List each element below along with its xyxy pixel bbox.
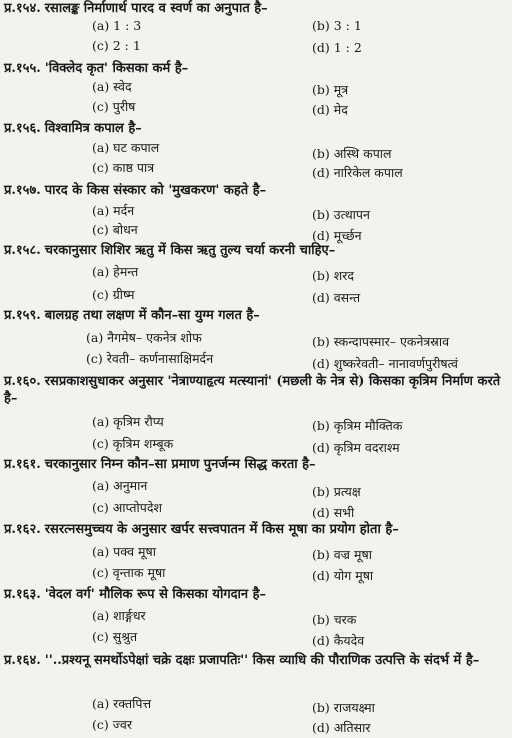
question-text: 'विक्लेद कृत' किसका कर्म है– xyxy=(44,61,189,76)
option-c[interactable]: (c) पुरीष xyxy=(92,99,136,114)
option-c[interactable]: (c) वृन्ताक मूषा xyxy=(92,565,166,580)
question-text: चरकानुसार शिशिर ऋतु में किस ऋतु तुल्य चर्या करनी चाहिए– xyxy=(44,243,336,258)
option-a[interactable]: (a) घट कपाल xyxy=(92,140,160,155)
option-a[interactable]: (a) पक्व मूषा xyxy=(92,544,156,559)
question-number: प्र.१५६. xyxy=(4,121,41,136)
question-number: प्र.१५५. xyxy=(4,61,41,76)
option-b[interactable]: (b) कृत्रिम मौक्तिक xyxy=(312,418,403,433)
question-text: ''..प्रश्यनू समर्थोऽपेक्षां चक्रे दक्षः प्रजापतिः'' किस व्याधि की पौराणिक उत्पत्ति के संदर्भ में है– xyxy=(44,653,480,668)
option-a[interactable]: (a) हेमन्त xyxy=(92,264,139,279)
question-154 xyxy=(4,0,508,17)
option-b[interactable]: (b) चरक xyxy=(312,612,357,627)
option-c[interactable]: (c) बोधन xyxy=(92,222,138,237)
option-d[interactable]: (d) कैयदेव xyxy=(312,633,365,648)
question-157 xyxy=(4,182,508,199)
question-number: प्र.१५८. xyxy=(4,243,41,258)
option-c[interactable]: (c) रेवती– कर्णनासाक्षिमर्दन xyxy=(86,351,214,366)
option-b[interactable]: (b) उत्थापन xyxy=(312,207,370,222)
question-text: रसालङ्क निर्माणार्थ पारद व स्वर्ण का अनुपात है– xyxy=(44,1,268,16)
option-a[interactable]: (a) स्वेद xyxy=(92,79,132,94)
option-b[interactable]: (b) प्रत्यक्ष xyxy=(312,484,361,499)
option-a[interactable]: (a) कृत्रिम रौप्य xyxy=(92,414,164,429)
option-d[interactable]: (d) शुष्करेवती– नानावर्णपुरीषत्वं xyxy=(312,356,458,371)
option-d[interactable]: (d) वसन्त xyxy=(312,290,361,305)
question-number: प्र.१६१. xyxy=(4,457,41,472)
question-156 xyxy=(4,120,508,137)
question-number: प्र.१६०. xyxy=(4,374,41,389)
option-d[interactable]: (d) 1 : 2 xyxy=(312,40,362,55)
option-b[interactable]: (b) 3 : 1 xyxy=(312,18,362,33)
option-a[interactable]: (a) शार्ङ्गधर xyxy=(92,608,146,623)
question-text: विश्वामित्र कपाल है– xyxy=(44,121,142,136)
question-text: चरकानुसार निम्न कौन–सा प्रमाण पुनर्जन्म सिद्ध करता है– xyxy=(44,457,316,472)
option-c[interactable]: (c) 2 : 1 xyxy=(92,38,141,53)
option-d[interactable]: (d) सभी xyxy=(312,505,355,520)
option-d[interactable]: (d) कृत्रिम वदराश्म xyxy=(312,440,400,455)
option-a[interactable]: (a) मर्दन xyxy=(92,203,135,218)
question-160 xyxy=(4,373,504,407)
option-a[interactable]: (a) 1 : 3 xyxy=(92,18,142,33)
option-d[interactable]: (d) योग मूषा xyxy=(312,568,374,583)
option-c[interactable]: (c) आप्तोपदेश xyxy=(92,500,162,515)
question-number: प्र.१६२. xyxy=(4,522,41,537)
option-c[interactable]: (c) काष्ठ पात्र xyxy=(92,160,155,175)
option-b[interactable]: (b) मूत्र xyxy=(312,82,349,97)
option-a[interactable]: (a) नैगमेष– एकनेत्र शोफ xyxy=(86,330,202,345)
option-b[interactable]: (b) स्कन्दापस्मार– एकनेत्रस्राव xyxy=(312,334,450,349)
question-number: प्र.१५७. xyxy=(4,183,41,198)
question-155 xyxy=(4,60,508,77)
option-a[interactable]: (a) अनुमान xyxy=(92,478,148,493)
question-162 xyxy=(4,521,508,538)
question-number: प्र.१५४. xyxy=(4,1,41,16)
question-text: रसरत्नसमुच्चय के अनुसार खर्पर सत्त्वपातन में किस मूषा का प्रयोग होता है– xyxy=(44,522,399,537)
question-164 xyxy=(4,652,504,669)
option-d[interactable]: (d) नारिकेल कपाल xyxy=(312,165,403,180)
option-b[interactable]: (b) राजयक्ष्मा xyxy=(312,700,375,715)
question-text: 'वेदल वर्ग' मौलिक रूप से किसका योगदान है– xyxy=(44,587,267,602)
option-b[interactable]: (b) वज्र मूषा xyxy=(312,547,372,562)
question-158 xyxy=(4,242,508,259)
question-number: प्र.१६४. xyxy=(4,653,41,668)
option-b[interactable]: (b) अस्थि कपाल xyxy=(312,146,392,161)
option-d[interactable]: (d) अतिसार xyxy=(312,720,371,735)
question-text: बालग्रह तथा लक्षण में कौन–सा युग्म गलत है– xyxy=(44,308,260,323)
question-163 xyxy=(4,586,508,603)
question-number: प्र.१५९. xyxy=(4,308,41,323)
option-d[interactable]: (d) मेद xyxy=(312,102,348,117)
option-c[interactable]: (c) सुश्रुत xyxy=(92,629,138,644)
option-c[interactable]: (c) कृत्रिम शम्बूक xyxy=(92,436,174,451)
question-159 xyxy=(4,307,508,324)
option-a[interactable]: (a) रक्तपित्त xyxy=(92,696,152,711)
question-161 xyxy=(4,456,508,473)
option-c[interactable]: (c) ग्रीष्म xyxy=(92,287,135,302)
option-d[interactable]: (d) मूर्च्छन xyxy=(312,228,362,243)
question-text: रसप्रकाशसुधाकर अनुसार 'नेत्राण्याहृत्य मत्स्यानां' (मछली के नेत्र से) किसका कृत्रिम निर्माण करते है– xyxy=(4,374,501,406)
question-number: प्र.१६३. xyxy=(4,587,41,602)
option-c[interactable]: (c) ज्वर xyxy=(92,717,132,732)
question-text: पारद के किस संस्कार को 'मुखकरण' कहते है– xyxy=(44,183,267,198)
option-b[interactable]: (b) शरद xyxy=(312,268,354,283)
